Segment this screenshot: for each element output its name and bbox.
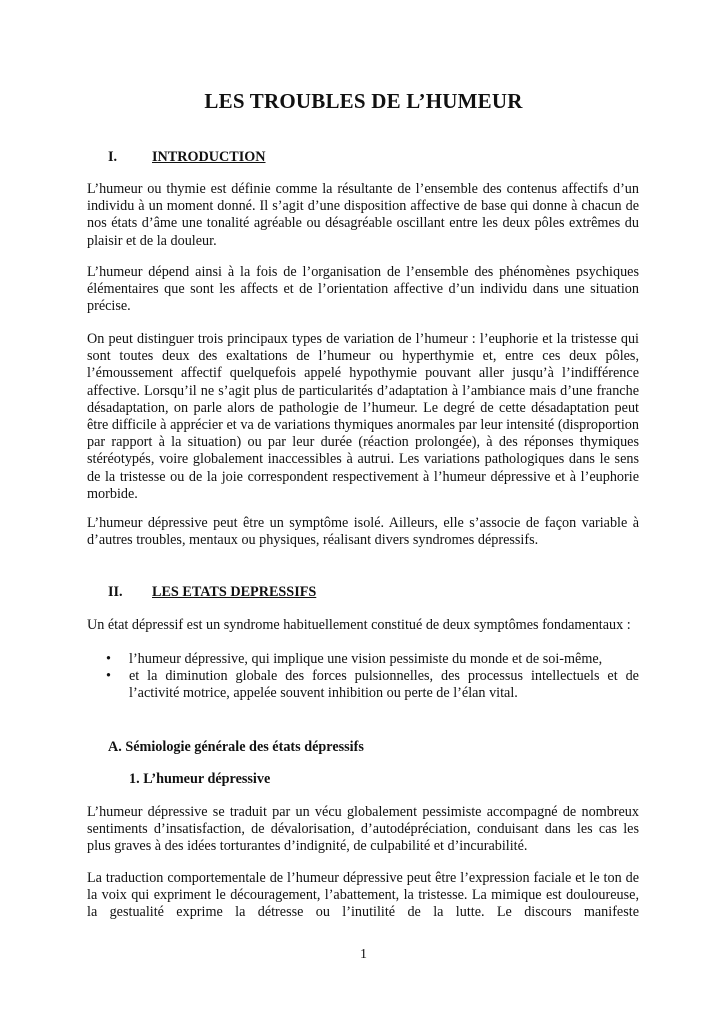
bullet-icon: • (106, 668, 111, 685)
paragraph-humeur-2: La traduction comportementale de l’humeur dépressive peut être l’expression faciale et le ton de la voix qui expriment le découragement, l’abattement, la tristesse. La mimique est douloureuse, la gestualité exprime la détresse ou l’inutilité de la lutte. Le discours manifeste (87, 870, 639, 921)
paragraph-intro-4: L’humeur dépressive peut être un symptôme isolé. Ailleurs, elle s’associe de façon variable à d’autres troubles, mentaux ou physiques, réalisant divers syndromes dépressifs. (87, 515, 639, 549)
list-item (87, 668, 639, 702)
section-label: INTRODUCTION (152, 149, 266, 165)
paragraph-intro-3: On peut distinguer trois principaux types de variation de l’humeur : l’euphorie et la tristesse qui sont toutes deux des exaltations de l’humeur ou hyperthymie et, entre ces deux pôles, l’émoussement affectif quelquefois appelé hypothymie pouvant aller jusqu’à l’indifférence affective. Lorsqu’il ne s’agit plus de particularités d’adaptation à l’ambiance mais d’une franche désadaptation, on parle alors de pathologie de l’humeur. Le degré de cette désadaptation peut être difficile à apprécier et va de variations thymiques anormales par leur intensité (disproportion par rapport à la situation) ou par leur durée (réaction prolongée), à des réponses thymiques stéréotypés, voire globalement inaccessibles à autrui. Les variations pathologiques dans le sens de la tristesse ou de la joie correspondent respectivement à l’humeur dépressive et à l’euphorie morbide. (87, 331, 639, 502)
list-item-text: et la diminution globale des forces pulsionnelles, des processus intellectuels et de l’activité motrice, appelée souvent inhibition ou perte de l’élan vital. (129, 668, 639, 702)
paragraph-intro-2: L’humeur dépend ainsi à la fois de l’organisation de l’ensemble des phénomènes psychiques élémentaires que sont les affects et de l’orientation affective d’un individu dans une situation précise. (87, 264, 639, 315)
section-number: II. (108, 584, 123, 600)
page-title: LES TROUBLES DE L’HUMEUR (204, 89, 523, 113)
list-item (87, 651, 639, 668)
list-item-text: l’humeur dépressive, qui implique une vision pessimiste du monde et de soi-même, (129, 651, 603, 667)
subsection-heading-1: 1. L’humeur dépressive (129, 771, 271, 787)
subsection-heading-a: A. Sémiologie générale des états dépressifs (108, 739, 364, 755)
symptom-list (87, 651, 639, 703)
paragraph-humeur-1: L’humeur dépressive se traduit par un vécu globalement pessimiste accompagné de nombreux sentiments d’insatisfaction, de dévalorisation, d’autodépréciation, conduisant dans les cas les plus graves à des idées torturantes d’indignité, de culpabilité et d’incurabilité. (87, 804, 639, 855)
section-heading-introduction (108, 149, 266, 166)
section-heading-etats-depressifs (108, 584, 316, 601)
paragraph-intro-1: L’humeur ou thymie est définie comme la résultante de l’ensemble des contenus affectifs d’un individu à un moment donné. Il s’agit d’une disposition affective de base qui donne à chacun de nos états d’âme une tonalité agréable ou désagréable oscillant entre les deux pôles extrêmes du plaisir et de la douleur. (87, 181, 639, 249)
bullet-icon: • (106, 651, 111, 667)
page-number: 1 (360, 947, 367, 962)
section-label: LES ETATS DEPRESSIFS (152, 584, 317, 600)
section-number: I. (108, 149, 118, 165)
paragraph-section2-intro: Un état dépressif est un syndrome habituellement constitué de deux symptômes fondamentaux : (87, 617, 631, 633)
